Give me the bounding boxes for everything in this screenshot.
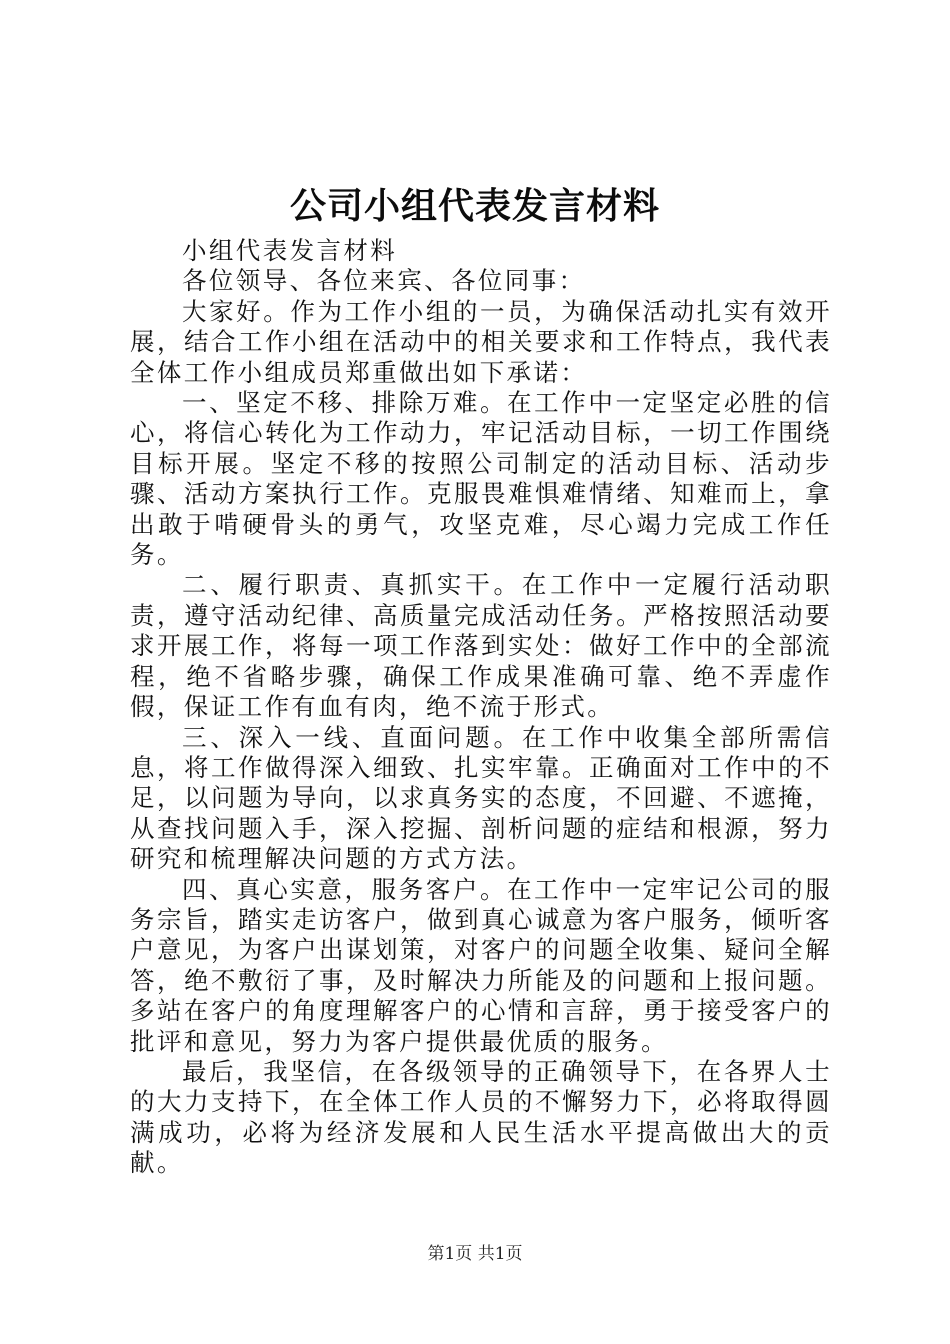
paragraph-point-2: 二、履行职责、真抓实干。在工作中一定履行活动职责，遵守活动纪律、高质量完成活动任务。严格按照活动要求开展工作，将每一项工作落到实处：做好工作中的全部流程，绝不省略步骤，确保工作成果准确可靠、绝不弄虚作假，保证工作有血有肉，绝不流于形式。 [130, 570, 832, 722]
paragraph-intro: 大家好。作为工作小组的一员，为确保活动扎实有效开展，结合工作小组在活动中的相关要求和工作特点，我代表全体工作小组成员郑重做出如下承诺： [130, 296, 832, 387]
document-body [130, 236, 832, 1179]
paragraph-salutation: 各位领导、各位来宾、各位同事： [182, 266, 586, 296]
paragraph-point-3: 三、深入一线、直面问题。在工作中收集全部所需信息，将工作做得深入细致、扎实牢靠。正确面对工作中的不足，以问题为导向，以求真务实的态度，不回避、不遮掩，从查找问题入手，深入挖掘、剖析问题的症结和根源，努力研究和梳理解决问题的方式方法。 [130, 722, 832, 874]
paragraph-point-4: 四、真心实意，服务客户。在工作中一定牢记公司的服务宗旨，踏实走访客户，做到真心诚意为客户服务，倾听客户意见，为客户出谋划策，对客户的问题全收集、疑问全解答，绝不敷衍了事，及时解决力所能及的问题和上报问题。多站在客户的角度理解客户的心情和言辞，勇于接受客户的批评和意见，努力为客户提供最优质的服务。 [130, 874, 832, 1056]
page-number-footer: 第1页 共1页 [427, 1244, 523, 1264]
page-title: 公司小组代表发言材料 [289, 185, 660, 227]
paragraph-point-1: 一、坚定不移、排除万难。在工作中一定坚定必胜的信心，将信心转化为工作动力，牢记活动目标，一切工作围绕目标开展。坚定不移的按照公司制定的活动目标、活动步骤、活动方案执行工作。克服畏难惧难情绪、知难而上，拿出敢于啃硬骨头的勇气，攻坚克难，尽心竭力完成工作任务。 [130, 388, 832, 570]
paragraph-closing: 最后，我坚信，在各级领导的正确领导下，在各界人士的大力支持下，在全体工作人员的不懈努力下，必将取得圆满成功，必将为经济发展和人民生活水平提高做出大的贡献。 [130, 1056, 832, 1178]
paragraph-subtitle: 小组代表发言材料 [182, 236, 398, 265]
